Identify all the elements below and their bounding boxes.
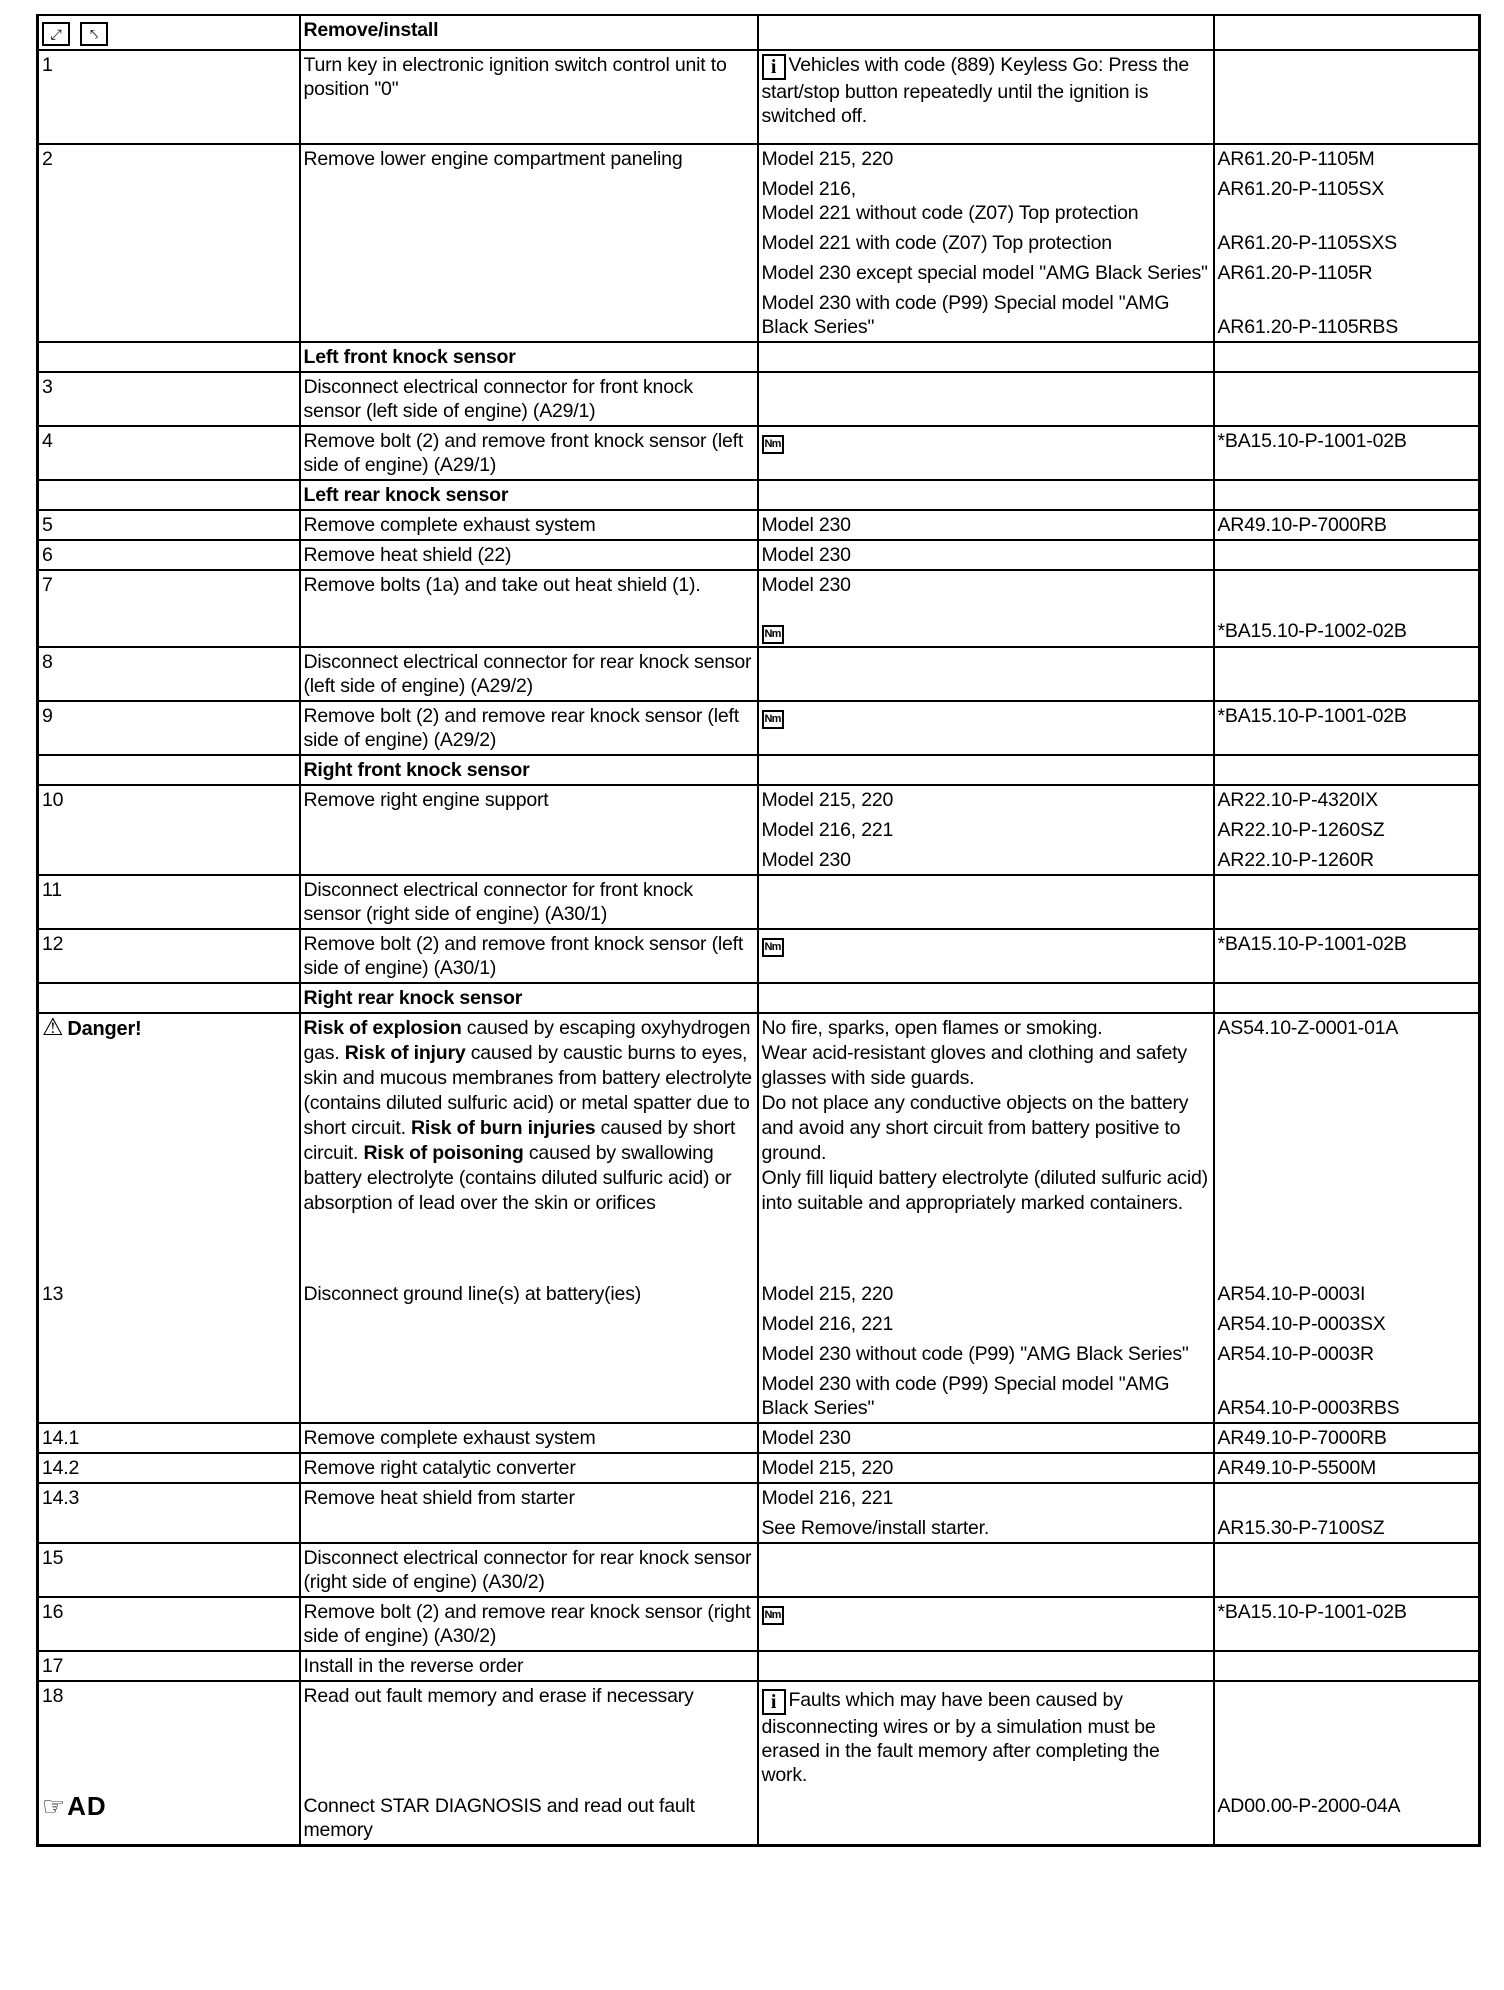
info-icon: i bbox=[762, 1689, 786, 1715]
step-number: 1 bbox=[38, 50, 300, 144]
step-number: 14.1 bbox=[38, 1423, 300, 1453]
step-models bbox=[758, 144, 1214, 342]
ref-link[interactable]: AR22.10-P-1260SZ bbox=[1217, 819, 1385, 841]
torque-nm-icon[interactable]: Nm bbox=[762, 1606, 784, 1625]
step-refs bbox=[1214, 785, 1480, 875]
step-note: Model 230 bbox=[758, 540, 1214, 570]
step-action: Remove heat shield from starter bbox=[300, 1483, 758, 1543]
step-action: Remove bolt (2) and remove front knock sensor (left side of engine) (A30/1) bbox=[300, 929, 758, 983]
model-item: Model 215, 220 bbox=[761, 1283, 894, 1305]
table-row bbox=[38, 1423, 1480, 1453]
ref-link[interactable]: AR22.10-P-4320IX bbox=[1217, 789, 1378, 811]
repair-procedure-sheet bbox=[36, 14, 1478, 1847]
ref-link[interactable]: AR22.10-P-1260R bbox=[1217, 849, 1374, 871]
ref-link[interactable]: AR49.10-P-7000RB bbox=[1214, 1423, 1480, 1453]
ref-link[interactable]: AD00.00-P-2000-04A bbox=[1217, 1795, 1401, 1817]
table-row bbox=[38, 372, 1480, 426]
table-row bbox=[38, 510, 1480, 540]
step-number: 17 bbox=[38, 1651, 300, 1681]
step-ref bbox=[1214, 1681, 1480, 1846]
model-item: Model 215, 220 bbox=[761, 789, 894, 811]
ref-link[interactable]: AR61.20-P-1105SX bbox=[1217, 178, 1385, 200]
step-number: 11 bbox=[38, 875, 300, 929]
ref-link[interactable]: AS54.10-Z-0001-01A bbox=[1217, 1017, 1399, 1039]
step-action: Remove bolt (2) and remove rear knock sensor (right side of engine) (A30/2) bbox=[300, 1597, 758, 1651]
warning-triangle-icon: ⚠ bbox=[42, 1014, 64, 1041]
step-action-cell bbox=[300, 1681, 758, 1846]
step-action: Disconnect ground line(s) at battery(ies) bbox=[303, 1283, 642, 1305]
ref-link[interactable]: AR15.30-P-7100SZ bbox=[1217, 1517, 1385, 1539]
model-item: Model 216, 221 bbox=[761, 819, 894, 841]
step-number: 16 bbox=[38, 1597, 300, 1651]
header-icons-cell bbox=[38, 15, 300, 50]
danger-risks: Risk of explosion caused by escaping oxyhydrogen gas. Risk of injury caused by caustic burns to eyes, skin and mucous membranes from battery electrolyte (contains diluted sulfuric acid) or metal spatter due to short circuit. Risk of burn injuries caused by short circuit. Risk of poisoning caused by swallowing battery electrolyte (contains diluted sulfuric acid) or absorption of lead over the skin or orifices Disconnect ground line(s) at battery(ies) bbox=[300, 1013, 758, 1423]
step-action: Disconnect electrical connector for front knock sensor (right side of engine) (A30/1) bbox=[300, 875, 758, 929]
step-action: Turn key in electronic ignition switch control unit to position "0" bbox=[300, 50, 758, 144]
table-row bbox=[38, 929, 1480, 983]
step-number: 13 bbox=[42, 1283, 64, 1305]
step-action: Disconnect electrical connector for rear knock sensor (left side of engine) (A29/2) bbox=[300, 647, 758, 701]
section-title: Left rear knock sensor bbox=[300, 480, 758, 510]
step-action: Remove lower engine compartment paneling bbox=[300, 144, 758, 342]
header-empty-3 bbox=[758, 15, 1214, 50]
step-action: Remove complete exhaust system bbox=[300, 510, 758, 540]
table-row bbox=[38, 1651, 1480, 1681]
step-models bbox=[762, 1282, 1210, 1420]
step-number: 8 bbox=[38, 647, 300, 701]
step-number: 10 bbox=[38, 785, 300, 875]
model-item: Model 230 bbox=[761, 849, 851, 871]
ref-link[interactable]: AR49.10-P-7000RB bbox=[1214, 510, 1480, 540]
info-icon: i bbox=[762, 54, 786, 80]
step-action: Remove right catalytic converter bbox=[300, 1453, 758, 1483]
danger-row bbox=[38, 1013, 1480, 1423]
step-number-cell bbox=[38, 1681, 300, 1846]
torque-nm-icon[interactable]: Nm bbox=[762, 625, 784, 644]
model-item: Model 230 with code (P99) Special model "AMG Black Series" bbox=[761, 292, 1170, 338]
ref-link[interactable]: AR54.10-P-0003I bbox=[1217, 1283, 1366, 1305]
table-row bbox=[38, 785, 1480, 875]
table-row bbox=[38, 1543, 1480, 1597]
danger-refs bbox=[1214, 1013, 1480, 1423]
table-row bbox=[38, 1597, 1480, 1651]
table-row bbox=[38, 50, 1480, 144]
step-note bbox=[758, 1597, 1214, 1651]
ref-link[interactable]: AR61.20-P-1105R bbox=[1217, 262, 1373, 284]
table-row bbox=[38, 1453, 1480, 1483]
ref-link[interactable]: AR54.10-P-0003SX bbox=[1217, 1313, 1386, 1335]
torque-nm-icon[interactable]: Nm bbox=[762, 938, 784, 957]
ref-link[interactable]: *BA15.10-P-1001-02B bbox=[1214, 929, 1480, 983]
step-ref bbox=[1214, 570, 1480, 647]
table-row bbox=[38, 647, 1480, 701]
table-row bbox=[38, 875, 1480, 929]
danger-label: Danger! bbox=[67, 1018, 142, 1040]
step-action: Remove bolt (2) and remove rear knock sensor (left side of engine) (A29/2) bbox=[300, 701, 758, 755]
section-title: Left front knock sensor bbox=[300, 342, 758, 372]
step-ref bbox=[1214, 50, 1480, 144]
step-number: 7 bbox=[38, 570, 300, 647]
step-action: Remove complete exhaust system bbox=[300, 1423, 758, 1453]
table-row bbox=[38, 144, 1480, 342]
step-ref bbox=[1214, 1483, 1480, 1543]
step-action: Disconnect electrical connector for rear knock sensor (right side of engine) (A30/2) bbox=[300, 1543, 758, 1597]
step-note: Model 216, 221 See Remove/install starter. bbox=[758, 1483, 1214, 1543]
model-item: Model 230 without code (P99) "AMG Black Series" bbox=[761, 1343, 1189, 1365]
header-empty-4 bbox=[1214, 15, 1480, 50]
torque-nm-icon[interactable]: Nm bbox=[762, 710, 784, 729]
header-title: Remove/install bbox=[300, 15, 758, 50]
ref-link[interactable]: AR54.10-P-0003R bbox=[1217, 1343, 1374, 1365]
ref-link[interactable]: *BA15.10-P-1002-02B bbox=[1217, 620, 1407, 642]
step-action: Remove right engine support bbox=[300, 785, 758, 875]
table-row bbox=[38, 1681, 1480, 1846]
section-row bbox=[38, 480, 1480, 510]
step-action: Read out fault memory and erase if necessary bbox=[303, 1685, 694, 1707]
step-number: 18 bbox=[42, 1685, 64, 1707]
step-action: Remove bolt (2) and remove front knock sensor (left side of engine) (A29/1) bbox=[300, 426, 758, 480]
section-row bbox=[38, 983, 1480, 1013]
step-note bbox=[758, 426, 1214, 480]
ref-link[interactable]: *BA15.10-P-1001-02B bbox=[1214, 701, 1480, 755]
danger-cell bbox=[38, 1013, 300, 1423]
step-number: 4 bbox=[38, 426, 300, 480]
section-row bbox=[38, 755, 1480, 785]
step-number: 14.3 bbox=[38, 1483, 300, 1543]
model-item: Model 215, 220 bbox=[761, 148, 894, 170]
collapse-icon[interactable]: ⤣ bbox=[80, 22, 108, 46]
section-row bbox=[38, 342, 1480, 372]
ref-link[interactable]: AR61.20-P-1105M bbox=[1217, 148, 1375, 170]
ad-action: Connect STAR DIAGNOSIS and read out fault memory bbox=[303, 1795, 695, 1841]
step-refs bbox=[1214, 144, 1480, 342]
step-note: i Vehicles with code (889) Keyless Go: Press the start/stop button repeatedly until the ignition is switched off. bbox=[758, 50, 1214, 144]
step-action: Remove heat shield (22) bbox=[300, 540, 758, 570]
ref-link[interactable]: *BA15.10-P-1001-02B bbox=[1214, 426, 1480, 480]
table-row bbox=[38, 540, 1480, 570]
table-row bbox=[38, 1483, 1480, 1543]
ad-link[interactable]: ☞AD bbox=[42, 1791, 107, 1821]
step-refs bbox=[1218, 1282, 1476, 1420]
expand-icon[interactable]: ⤢ bbox=[42, 22, 70, 46]
model-item: Model 216, 221 bbox=[761, 1313, 894, 1335]
table-header-row bbox=[38, 15, 1480, 50]
model-item: Model 230 with code (P99) Special model "AMG Black Series" bbox=[761, 1373, 1170, 1419]
ref-link[interactable]: AR54.10-P-0003RBS bbox=[1217, 1397, 1400, 1419]
step-number: 5 bbox=[38, 510, 300, 540]
ref-link[interactable]: AR61.20-P-1105SXS bbox=[1217, 232, 1397, 254]
section-title: Right rear knock sensor bbox=[300, 983, 758, 1013]
table-row bbox=[38, 701, 1480, 755]
ref-link[interactable]: AR61.20-P-1105RBS bbox=[1217, 316, 1399, 338]
ref-link[interactable]: AR49.10-P-5500M bbox=[1214, 1453, 1480, 1483]
model-item: Model 216, Model 221 without code (Z07) Top protection bbox=[761, 178, 1139, 224]
danger-measures: No fire, sparks, open flames or smoking. Wear acid-resistant gloves and clothing and safety glasses with side guards. Do not place any conductive objects on the battery and avoid any short circuit from battery positive to ground. Only fill liquid battery electrolyte (diluted sulfuric acid) into suitable and appropriately marked containers. Model 215, 220 Model 216, 221 Model 230 without code (P99) "AMG Black Series" Model 230 with code (P99) Special model "AMG Black Series" bbox=[758, 1013, 1214, 1423]
step-models bbox=[758, 785, 1214, 875]
step-number: 9 bbox=[38, 701, 300, 755]
step-note: Model 230 bbox=[758, 510, 1214, 540]
step-number: 12 bbox=[38, 929, 300, 983]
procedure-table bbox=[36, 14, 1481, 1847]
step-note: Model 230 Nm bbox=[758, 570, 1214, 647]
step-note bbox=[758, 929, 1214, 983]
step-note: i Faults which may have been caused by disconnecting wires or by a simulation must be erased in the fault memory after completing the work. bbox=[758, 1681, 1214, 1846]
step-number: 3 bbox=[38, 372, 300, 426]
step-action: Install in the reverse order bbox=[300, 1651, 758, 1681]
table-row bbox=[38, 426, 1480, 480]
step-number: 2 bbox=[38, 144, 300, 342]
torque-nm-icon[interactable]: Nm bbox=[762, 435, 784, 454]
pointing-hand-icon: ☞ bbox=[42, 1791, 66, 1821]
step-number: 14.2 bbox=[38, 1453, 300, 1483]
step-note: Model 230 bbox=[758, 1423, 1214, 1453]
section-title: Right front knock sensor bbox=[300, 755, 758, 785]
table-row bbox=[38, 570, 1480, 647]
step-number: 6 bbox=[38, 540, 300, 570]
step-number: 15 bbox=[38, 1543, 300, 1597]
step-note: Model 215, 220 bbox=[758, 1453, 1214, 1483]
ref-link[interactable]: *BA15.10-P-1001-02B bbox=[1214, 1597, 1480, 1651]
step-action: Remove bolts (1a) and take out heat shield (1). bbox=[300, 570, 758, 647]
model-item: Model 221 with code (Z07) Top protection bbox=[761, 232, 1112, 254]
model-item: Model 230 except special model "AMG Black Series" bbox=[761, 262, 1208, 284]
step-action: Disconnect electrical connector for front knock sensor (left side of engine) (A29/1) bbox=[300, 372, 758, 426]
step-note bbox=[758, 701, 1214, 755]
